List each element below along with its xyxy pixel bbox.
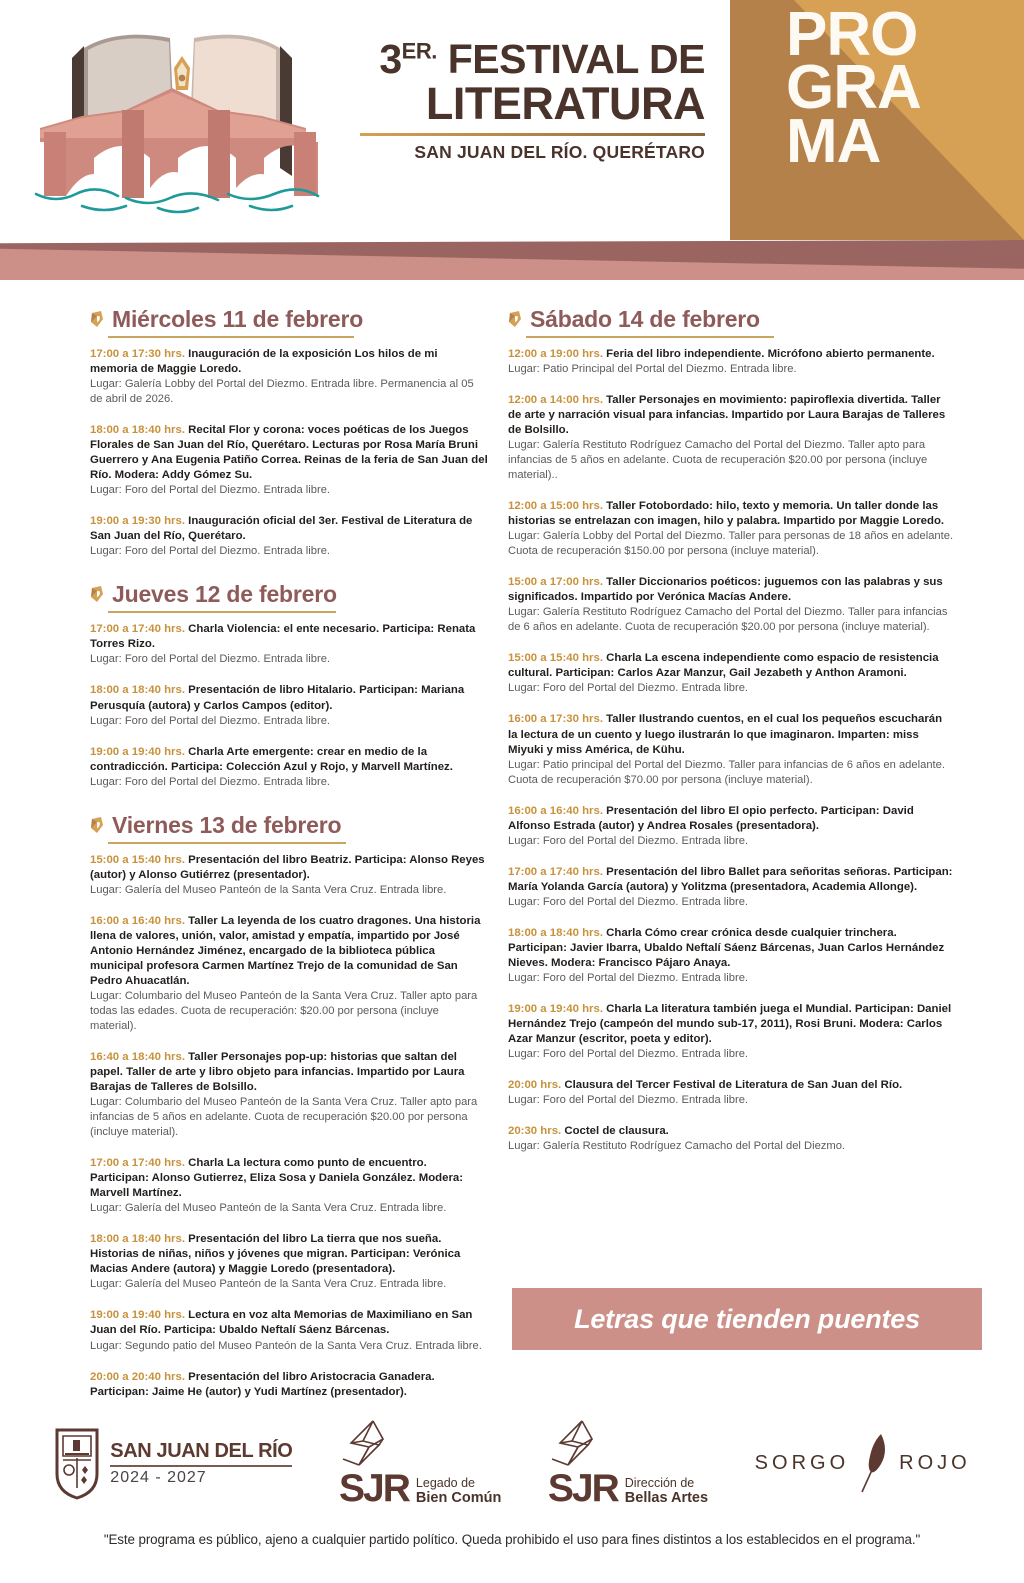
event-place: Lugar: Foro del Portal del Diezmo. Entrada libre.: [508, 895, 749, 908]
festival-title: [345, 38, 705, 163]
event-place: Lugar: Galería del Museo Panteón de la Santa Vera Cruz. Entrada libre.: [90, 1202, 447, 1215]
event-place: Lugar: Columbario del Museo Panteón de la Santa Vera Cruz. Taller apto para todas las edades. Cuota de recuperación: $20.00 por persona (incluye material).: [90, 989, 478, 1032]
programa-line-2: GRA: [786, 53, 921, 123]
festival-title-text-1: FESTIVAL DE: [447, 36, 705, 82]
event-time: 18:00 a 18:40 hrs.: [90, 684, 185, 697]
event-title: Presentación del libro Beatriz. Participa: Alonso Reyes (autor) y Alonso Gutiérrez (presentador).: [90, 853, 485, 881]
event-main-text: [90, 683, 488, 713]
event-place: Lugar: Galería del Museo Panteón de la Santa Vera Cruz. Entrada libre.: [90, 1278, 447, 1291]
origami-bird-icon: [339, 1419, 401, 1471]
event-item: [508, 393, 954, 483]
event-time: 18:00 a 18:40 hrs.: [90, 424, 185, 437]
event-title: Presentación del libro Aristocracia Ganadera. Participan: Jaime He (autor) y Yudi Martínez (presentador).: [90, 1370, 435, 1398]
event-place: Lugar: Foro del Portal del Diezmo. Entrada libre.: [90, 653, 331, 666]
event-time: 12:00 a 19:00 hrs.: [508, 348, 603, 360]
program-column-right: [500, 306, 1024, 1170]
municipality-divider: [110, 1465, 292, 1467]
programa-line-3: MA: [786, 106, 881, 176]
event-time: 18:00 a 18:40 hrs.: [90, 1233, 185, 1246]
event-title: Charla La literatura también juega el Mundial. Participan: Daniel Hernández Trejo (campeón del mundo sub-17, 2011), Rosi Bruni. Modera: Carlos Azar Manzur (escritor, poeta y editor).: [508, 1002, 952, 1046]
event-title: Feria del libro independiente. Micrófono abierto permanente.: [606, 348, 935, 360]
origami-bird-icon: [548, 1419, 610, 1471]
sjr-tagline-line-2: Bien Común: [415, 1490, 502, 1507]
sjr-tagline-line-2: Bellas Artes: [624, 1490, 709, 1507]
event-place: Lugar: Columbario del Museo Panteón de la Santa Vera Cruz. Taller apto para infancias de 5 años en adelante. Cuota de recuperación $20.00 por persona (incluye material).: [90, 1096, 478, 1139]
event-main-text: [508, 1124, 954, 1139]
pen-nib-icon: [90, 816, 105, 835]
event-time: 20:30 hrs.: [508, 1125, 562, 1138]
event-item: [90, 914, 488, 1034]
day-heading-miercoles-11: [90, 306, 488, 333]
event-item: [90, 622, 488, 667]
pen-nib-icon: [90, 310, 105, 329]
programa-line-1: PRO: [786, 0, 918, 69]
san-juan-text-block: [110, 1440, 292, 1487]
administration-years: 2024 - 2027: [110, 1468, 207, 1486]
event-title: Charla La escena independiente como espacio de resistencia cultural. Participan: Carlos Azar Manzur, Gail Jezabeth y Anthon Aramoni.: [508, 652, 939, 680]
event-main-text: [508, 865, 954, 895]
event-item: [90, 1156, 488, 1216]
day-section-miercoles-11: [90, 306, 488, 559]
sorgo-word-1: SORGO: [754, 1451, 850, 1474]
event-title: Presentación del libro Ballet para señoritas señoras. Participan: María Yolanda García (autora) y Yolitzma (presentadora, Academia Allonge).: [508, 865, 953, 893]
event-main-text: [508, 926, 954, 971]
day-title-text: Viernes 13 de febrero: [112, 811, 342, 838]
event-time: 20:00 hrs.: [508, 1079, 562, 1092]
event-place: Lugar: Foro del Portal del Diezmo. Entrada libre.: [508, 1048, 749, 1061]
book-bridge-logo-icon: [22, 18, 342, 228]
sjr-initials: SJR: [547, 1467, 618, 1511]
pen-nib-icon: [90, 585, 105, 604]
event-item: [90, 347, 488, 407]
event-title: Coctel de clausura.: [564, 1125, 669, 1138]
event-title: Charla La lectura como punto de encuentro. Participan: Alonso Gutierrez, Eliza Sosa y Daniela González. Modera: Marvell Martínez.: [90, 1157, 464, 1200]
event-place: Lugar: Patio principal del Portal del Diezmo. Taller para infancias de 6 años en adelante. Cuota de recuperación $70.00 por persona (incluye material).: [508, 758, 945, 786]
sorgo-word-2: ROJO: [899, 1451, 971, 1474]
day-heading-jueves-12: [90, 581, 488, 608]
sjr-initials: SJR: [339, 1467, 409, 1511]
event-main-text: [508, 393, 954, 438]
event-main-text: [90, 347, 488, 377]
event-place: Lugar: Foro del Portal del Diezmo. Entrada libre.: [508, 682, 749, 695]
event-item: [90, 1308, 488, 1353]
event-main-text: [90, 1370, 488, 1400]
event-time: 17:00 a 17:30 hrs.: [90, 348, 185, 360]
slogan-banner: [512, 1288, 982, 1350]
slogan-text: Letras que tienden puentes: [574, 1303, 920, 1334]
event-time: 17:00 a 17:40 hrs.: [508, 865, 603, 878]
festival-ordinal-number: 3: [379, 36, 402, 82]
event-time: 12:00 a 14:00 hrs.: [508, 394, 603, 407]
event-main-text: [90, 514, 488, 544]
event-time: 17:00 a 17:40 hrs.: [90, 623, 185, 636]
event-time: 20:00 a 20:40 hrs.: [90, 1370, 185, 1383]
day-title-text: Jueves 12 de febrero: [112, 581, 337, 608]
feather-quill-icon: [859, 1432, 889, 1494]
day-heading-sabado-14: [508, 306, 954, 333]
event-item: [508, 926, 954, 986]
event-title: Presentación del libro El opio perfecto. Participan: David Alfonso Estrada (autor) y Andrea Rosales (presentadora).: [508, 804, 914, 832]
event-item: [508, 712, 954, 787]
day-section-viernes-13: [90, 812, 488, 1415]
event-main-text: [508, 1002, 954, 1047]
event-item: [90, 1050, 488, 1140]
event-place: Lugar: Galería Lobby del Portal del Diezmo. Taller para personas de 18 años en adelante. Cuota de recuperación $150.00 por persona (incluye material).: [508, 530, 954, 558]
event-title: Charla Violencia: el ente necesario. Participa: Renata Torres Rizo.: [90, 623, 476, 651]
event-main-text: [90, 1308, 488, 1338]
event-time: 16:00 a 17:30 hrs.: [508, 713, 603, 726]
sjr-tagline-line-1: Dirección de: [624, 1476, 695, 1491]
event-main-text: [508, 804, 954, 834]
event-item: [508, 1124, 954, 1154]
event-place: Lugar: Foro del Portal del Diezmo. Entrada libre.: [508, 834, 749, 847]
sjr-tagline-line-1: Legado de: [415, 1476, 476, 1491]
programa-label: [786, 0, 921, 176]
event-title: Presentación de libro Hitalario. Participan: Mariana Perusquía (autora) y Carlos Campos (editor).: [90, 684, 465, 712]
day-divider: [526, 336, 774, 338]
event-place: Lugar: Foro del Portal del Diezmo. Entrada libre.: [508, 1094, 749, 1107]
sponsor-logo-row: [0, 1402, 1024, 1518]
event-title: Taller La leyenda de los cuatro dragones. Una historia llena de valores, unión, valor, amistad y empatía, impartido por José Antonio Hernández Jiménez, encargado de la biblioteca pública municipal profesora Carmen Martínez Trejo de la comunidad de San Pedro Ahuacatlán.: [90, 914, 481, 987]
event-place: Lugar: Galería Restituto Rodríguez Camacho del Portal del Diezmo.: [508, 1140, 846, 1153]
festival-ordinal-suffix: ER.: [401, 38, 437, 64]
title-divider: [360, 133, 705, 136]
festival-title-line-1: [345, 38, 705, 81]
event-item: [508, 499, 954, 559]
municipality-name: SAN JUAN DEL RÍO: [110, 1439, 293, 1462]
event-item: [508, 804, 954, 849]
event-main-text: [90, 622, 488, 652]
decorative-band: [0, 240, 1024, 280]
event-place: Lugar: Galería del Museo Panteón de la Santa Vera Cruz. Entrada libre.: [90, 883, 447, 896]
event-item: [508, 865, 954, 910]
logo-sjr-legado: [339, 1419, 502, 1511]
sjr-tagline: [416, 1476, 501, 1506]
sjr-tagline: [625, 1476, 708, 1506]
event-item: [508, 1002, 954, 1062]
day-section-sabado-14: [508, 306, 954, 1154]
event-item: [90, 745, 488, 790]
event-main-text: [508, 1078, 954, 1093]
event-main-text: [90, 914, 488, 989]
day-section-jueves-12: [90, 581, 488, 789]
pen-nib-icon: [508, 310, 523, 329]
poster-header: [0, 0, 1024, 240]
event-item: [508, 651, 954, 696]
day-title-text: Miércoles 11 de febrero: [112, 306, 364, 332]
event-place: Lugar: Patio Principal del Portal del Diezmo. Entrada libre.: [508, 363, 797, 376]
event-time: 19:00 a 19:30 hrs.: [90, 515, 185, 528]
event-title: Taller Personajes en movimiento: papiroflexia divertida. Taller de arte y narración visual para infancias. Impartido por Laura Barajas de Talleres de Bolsillo.: [508, 394, 946, 437]
sjr-mark-legado: [339, 1467, 502, 1511]
logo-san-juan-del-rio: [53, 1426, 292, 1500]
event-main-text: [508, 651, 954, 681]
event-place: Lugar: Galería Restituto Rodríguez Camacho del Portal del Diezmo. Taller apto para infancias de 5 años en adelante. Cuota de recuperación $20.00 por persona (incluye material)..: [508, 439, 928, 482]
day-heading-viernes-13: [90, 812, 488, 839]
event-place: Lugar: Segundo patio del Museo Panteón de la Santa Vera Cruz. Entrada libre.: [90, 1339, 482, 1352]
event-title: Taller Ilustrando cuentos, en el cual los pequeños escucharán la lectura de un cuento y luego ilustrarán lo que imaginaron. Imparten: miss Miyuki y miss América, de Kühu.: [508, 713, 943, 756]
day-divider: [108, 611, 336, 613]
event-place: Lugar: Foro del Portal del Diezmo. Entrada libre.: [90, 545, 331, 558]
event-main-text: [90, 745, 488, 775]
municipal-crest-icon: [53, 1426, 101, 1500]
festival-title-line-2: LITERATURA: [425, 78, 705, 130]
event-main-text: [508, 499, 954, 529]
event-time: 15:00 a 15:40 hrs.: [508, 652, 603, 665]
event-title: Inauguración de la exposición Los hilos de mi memoria de Maggie Loredo.: [90, 348, 438, 376]
event-time: 19:00 a 19:40 hrs.: [90, 745, 185, 758]
event-time: 15:00 a 15:40 hrs.: [90, 853, 185, 866]
event-item: [508, 347, 954, 377]
event-item: [90, 423, 488, 498]
poster-footer: [0, 1402, 1024, 1583]
event-title: Lectura en voz alta Memorias de Maximiliano en San Juan del Río. Participa: Ubaldo Neftalí Sáenz Bárcenas.: [90, 1309, 473, 1337]
event-title: Recital Flor y corona: voces poéticas de los Juegos Florales de San Juan del Río, Querétaro. Lecturas por Rosa María Bruni Guerrero y Ana Eugenia Patiño Correa. Reinas de la feria de San Juan del Río. Modera: Addy Gómez Su.: [90, 424, 488, 482]
event-title: Charla Arte emergente: crear en medio de la contradicción. Participa: Colección Azul y Rojo, y Marvell Martínez.: [90, 745, 453, 773]
day-title-text: Sábado 14 de febrero: [530, 306, 760, 332]
event-item: [90, 853, 488, 898]
event-title: Taller Fotobordado: hilo, texto y memoria. Un taller donde las historias se entrelazan con imagen, hilo y palabra. Impartido por Maggie Loredo.: [508, 500, 945, 528]
program-body: [0, 280, 1024, 1431]
event-item: [90, 1232, 488, 1292]
programa-panel: [730, 0, 1024, 240]
event-time: 17:00 a 17:40 hrs.: [90, 1157, 185, 1170]
event-item: [90, 514, 488, 559]
event-item: [90, 683, 488, 728]
event-place: Lugar: Foro del Portal del Diezmo. Entrada libre.: [90, 714, 331, 727]
festival-subtitle: SAN JUAN DEL RÍO. QUERÉTARO: [414, 141, 705, 162]
event-main-text: [90, 1232, 488, 1277]
event-main-text: [508, 347, 954, 362]
sjr-mark-bellas-artes: [547, 1467, 709, 1511]
legal-disclaimer: "Este programa es público, ajeno a cualquier partido político. Queda prohibido el uso para fines distintos a los establecidos en el programa.": [103, 1532, 921, 1547]
event-place: Lugar: Galería Lobby del Portal del Diezmo. Entrada libre. Permanencia al 05 de abril de 2026.: [90, 378, 474, 406]
event-title: Presentación del libro La tierra que nos sueña. Historias de niñas, niños y jóvenes que migran. Participan: Verónica Macias Andere (autora) y Maggie Loredo (presentadora).: [90, 1233, 461, 1276]
logo-sjr-bellas-artes: [547, 1419, 709, 1511]
event-main-text: [90, 423, 488, 483]
event-title: Taller Personajes pop-up: historias que saltan del papel. Taller de arte y libro objeto para infancias. Impartido por Laura Barajas de Talleres de Bolsillo.: [90, 1050, 465, 1094]
event-time: 16:40 a 18:40 hrs.: [90, 1050, 185, 1063]
event-main-text: [90, 853, 488, 883]
logo-sorgo-rojo: [755, 1432, 971, 1494]
event-place: Lugar: Foro del Portal del Diezmo. Entrada libre.: [90, 484, 331, 497]
event-time: 19:00 a 19:40 hrs.: [90, 1309, 185, 1322]
event-time: 19:00 a 19:40 hrs.: [508, 1002, 603, 1015]
event-time: 18:00 a 18:40 hrs.: [508, 926, 603, 939]
event-main-text: [90, 1156, 488, 1201]
event-title: Taller Diccionarios poéticos: juguemos con las palabras y sus significados. Impartido por Verónica Macías Andere.: [508, 576, 943, 604]
event-time: 12:00 a 15:00 hrs.: [508, 500, 603, 513]
event-title: Clausura del Tercer Festival de Literatura de San Juan del Río.: [564, 1079, 903, 1092]
program-column-left: [0, 306, 500, 1431]
day-divider: [108, 336, 354, 338]
event-item: [508, 1078, 954, 1108]
event-time: 16:00 a 16:40 hrs.: [508, 804, 603, 817]
event-time: 16:00 a 16:40 hrs.: [90, 914, 185, 927]
event-title: Inauguración oficial del 3er. Festival de Literatura de San Juan del Río, Querétaro.: [90, 515, 473, 543]
event-time: 15:00 a 17:00 hrs.: [508, 576, 603, 589]
event-item: [508, 575, 954, 635]
event-main-text: [508, 712, 954, 757]
event-title: Charla Cómo crear crónica desde cualquier trinchera. Participan: Javier Ibarra, Ubaldo Neftalí Sáenz Bárcenas, Juan Carlos Hernández Nieves. Modera: Francisco Pájaro Anaya.: [508, 926, 945, 969]
event-place: Lugar: Galería Restituto Rodríguez Camacho del Portal del Diezmo. Taller para infancias de 6 años en adelante. Cuota de recuperación $20.00 por persona (incluye material).: [508, 606, 948, 634]
event-main-text: [508, 575, 954, 605]
day-divider: [108, 842, 346, 844]
event-place: Lugar: Foro del Portal del Diezmo. Entrada libre.: [90, 775, 331, 788]
event-main-text: [90, 1050, 488, 1095]
event-place: Lugar: Foro del Portal del Diezmo. Entrada libre.: [508, 971, 749, 984]
